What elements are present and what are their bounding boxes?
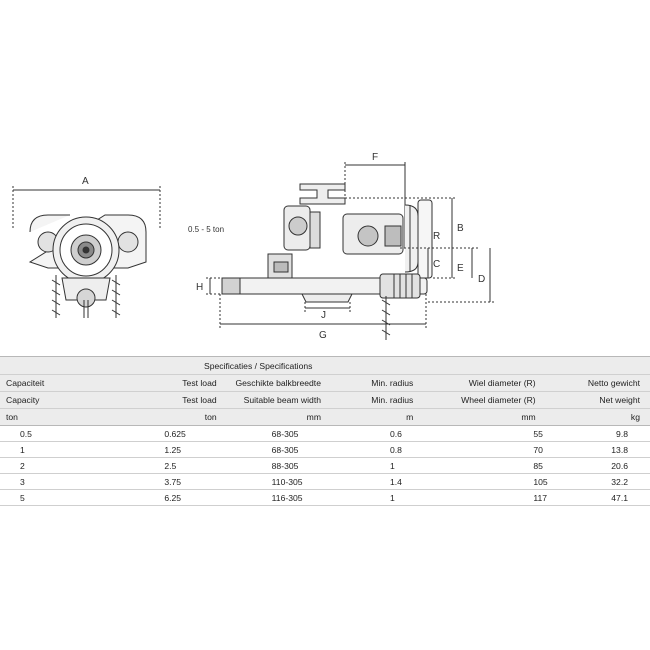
- dim-label-F: F: [372, 152, 379, 163]
- dim-label-D: D: [478, 274, 486, 285]
- cell-min-radius: 1: [325, 490, 433, 506]
- table-row: [0, 442, 650, 458]
- table-title-row: [0, 357, 650, 375]
- cell-net-weight: 32.2: [542, 474, 650, 490]
- cell-min-radius: 0.8: [325, 442, 433, 458]
- cell-net-weight: 13.8: [542, 442, 650, 458]
- units-row: [0, 409, 650, 426]
- table-row: [0, 426, 650, 442]
- cell-capacity: 1: [0, 442, 108, 458]
- cell-wheel-diameter: 85: [433, 458, 541, 474]
- cell-test-load: 6.25: [108, 490, 216, 506]
- cell-min-radius: 1: [325, 458, 433, 474]
- header-row-nl: [0, 375, 650, 392]
- table-row: [0, 490, 650, 506]
- cell-min-radius: 1.4: [325, 474, 433, 490]
- cell-test-load: 3.75: [108, 474, 216, 490]
- header-en-capacity: Capacity: [0, 392, 108, 409]
- unit-capacity: ton: [0, 409, 108, 426]
- table-row: [0, 474, 650, 490]
- cell-beam-width: 68-305: [217, 442, 325, 458]
- dim-label-B: B: [457, 223, 464, 234]
- table-title: Specificaties / Specifications: [0, 357, 650, 375]
- header-nl-beam-width: Geschikte balkbreedte: [217, 375, 325, 392]
- capacity-range-label: 0.5 - 5 ton: [188, 225, 225, 234]
- header-en-test-load: Test load: [108, 392, 216, 409]
- cell-capacity: 2: [0, 458, 108, 474]
- cell-net-weight: 47.1: [542, 490, 650, 506]
- cell-capacity: 0.5: [0, 426, 108, 442]
- unit-beam-width: mm: [217, 409, 325, 426]
- dim-label-E: E: [457, 263, 464, 274]
- cell-beam-width: 68-305: [217, 426, 325, 442]
- dim-label-A: A: [82, 176, 89, 187]
- cell-wheel-diameter: 117: [433, 490, 541, 506]
- unit-net-weight: kg: [542, 409, 650, 426]
- unit-wheel-diameter: mm: [433, 409, 541, 426]
- header-row-en: [0, 392, 650, 409]
- side-view: [206, 162, 494, 340]
- header-en-min-radius: Min. radius: [325, 392, 433, 409]
- cell-capacity: 3: [0, 474, 108, 490]
- header-nl-capacity: Capaciteit: [0, 375, 108, 392]
- cell-capacity: 5: [0, 490, 108, 506]
- cell-net-weight: 20.6: [542, 458, 650, 474]
- cell-wheel-diameter: 55: [433, 426, 541, 442]
- cell-wheel-diameter: 105: [433, 474, 541, 490]
- cell-wheel-diameter: 70: [433, 442, 541, 458]
- header-nl-min-radius: Min. radius: [325, 375, 433, 392]
- table-row: [0, 458, 650, 474]
- header-nl-net-weight: Netto gewicht: [542, 375, 650, 392]
- header-en-net-weight: Net weight: [542, 392, 650, 409]
- header-nl-test-load: Test load: [108, 375, 216, 392]
- cell-test-load: 1.25: [108, 442, 216, 458]
- cell-net-weight: 9.8: [542, 426, 650, 442]
- cell-beam-width: 110-305: [217, 474, 325, 490]
- specifications-table: [0, 356, 650, 506]
- cell-test-load: 2.5: [108, 458, 216, 474]
- cell-test-load: 0.625: [108, 426, 216, 442]
- cell-min-radius: 0.6: [325, 426, 433, 442]
- cell-beam-width: 88-305: [217, 458, 325, 474]
- dim-label-J: J: [321, 310, 326, 321]
- unit-test-load: ton: [108, 409, 216, 426]
- header-en-wheel-diameter: Wheel diameter (R): [433, 392, 541, 409]
- dim-label-C: C: [433, 259, 441, 270]
- front-view: [13, 186, 160, 318]
- cell-beam-width: 116-305: [217, 490, 325, 506]
- dim-label-R: R: [433, 231, 441, 242]
- header-nl-wheel-diameter: Wiel diameter (R): [433, 375, 541, 392]
- header-en-beam-width: Suitable beam width: [217, 392, 325, 409]
- unit-min-radius: m: [325, 409, 433, 426]
- dim-label-G: G: [319, 330, 327, 341]
- dim-label-H: H: [196, 282, 204, 293]
